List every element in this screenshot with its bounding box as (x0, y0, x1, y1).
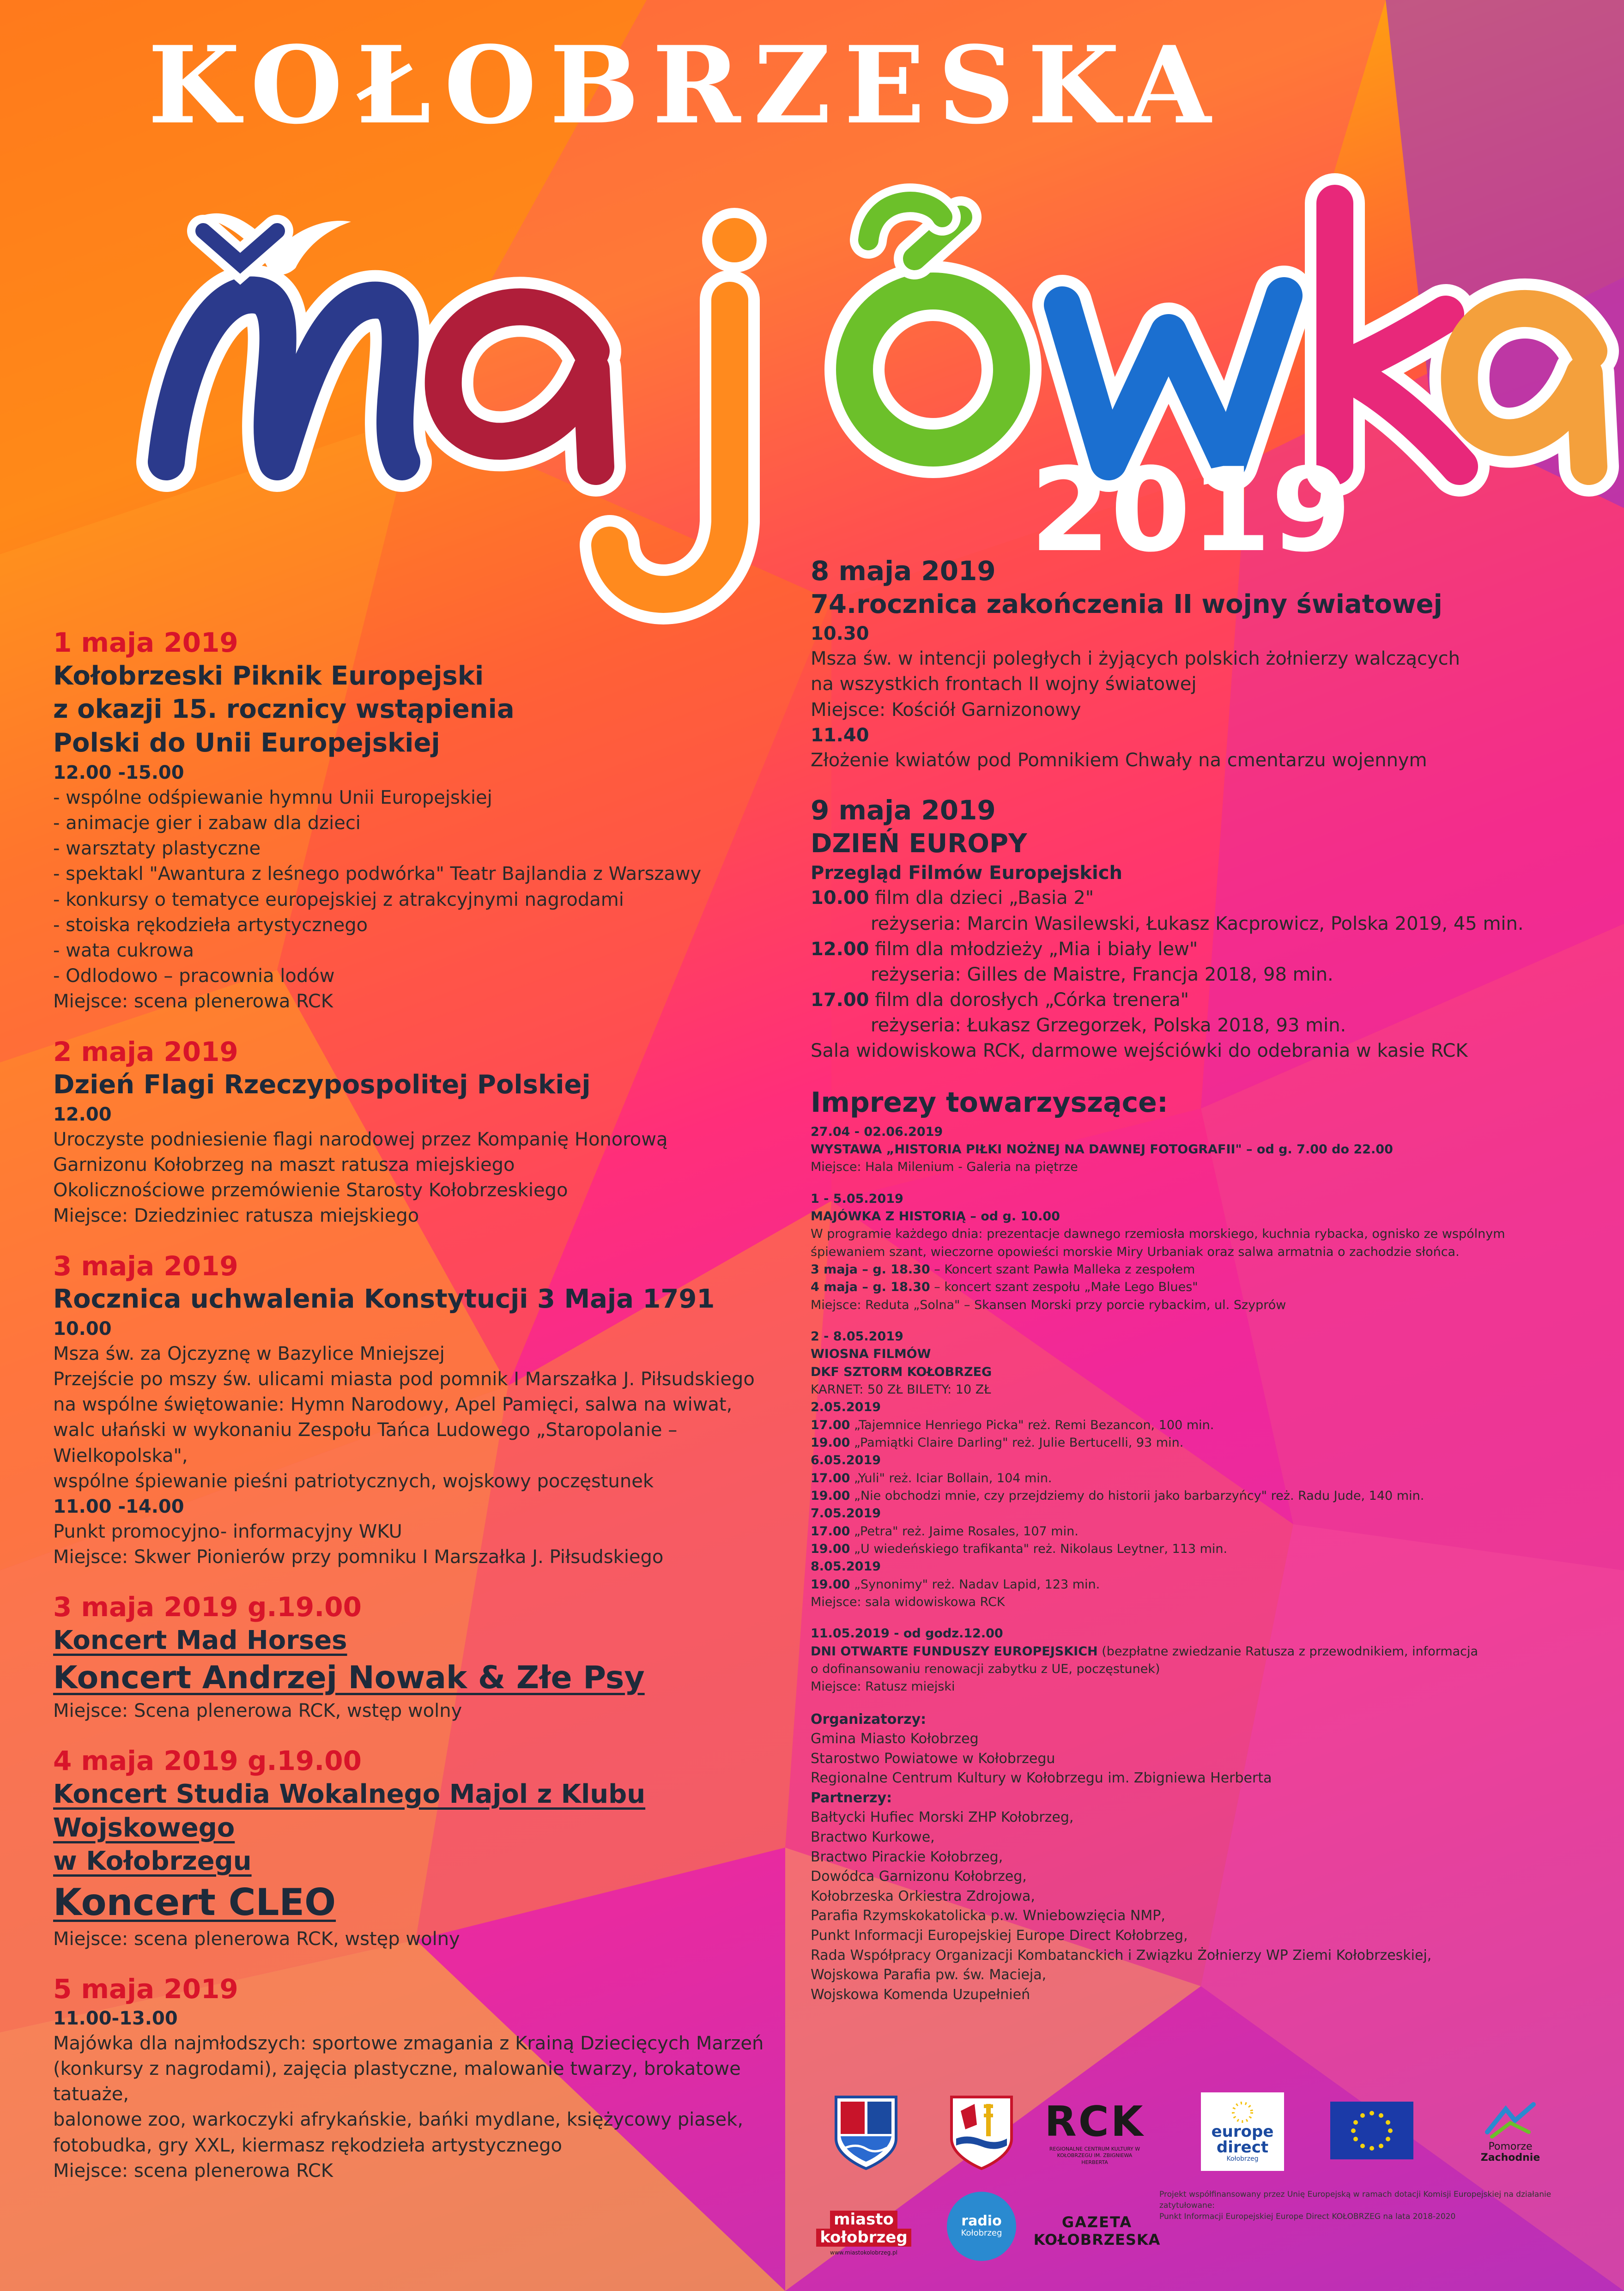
side-events-heading: Imprezy towarzyszące: (811, 1086, 1168, 1119)
event-subhead: Przegląd Filmów Europejskich (811, 862, 1122, 884)
event-line: fotobudka, gry XXL, kiermasz rękodzieła artystycznego (53, 2134, 562, 2156)
funding-note: Projekt współfinansowany przez Unię Europejską w ramach dotacji Komisji Europejskiej na działanie zatytułowane: Punkt Informacji Europejskiej Europe Direct KOŁOBRZEG na lata 2018-2020 (1159, 2190, 1551, 2221)
miasto-kolobrzeg-logo: miasto kołobrzeg www.miastokolobrzeg.pl (822, 2199, 905, 2268)
event-item: - konkursy o tematyce europejskiej z atrakcyjnymi nagrodami (53, 889, 624, 910)
concert-opener: Koncert Studia Wokalnego Majol z Klubu Wojskowego (53, 1779, 646, 1843)
event-time: 10.00 (53, 1318, 112, 1339)
event-headline: 74.rocznica zakończenia II wojny światowej (811, 589, 1442, 619)
event-headline: Polski do Unii Europejskiej (53, 728, 440, 758)
radio-kolobrzeg-logo: radio Kołobrzeg (947, 2192, 1016, 2261)
event-headline: Rocznica uchwalenia Konstytucji 3 Maja 1791 (53, 1284, 715, 1315)
event-headline: Kołobrzeski Piknik Europejski (53, 661, 484, 691)
event-date: 5 maja 2019 (53, 1973, 238, 2005)
event-time: 12.00 -15.00 (53, 762, 184, 783)
event-line: Majówka dla najmłodszych: sportowe zmagania z Krainą Dziecięcych Marzeń (53, 2032, 764, 2054)
event-item: - stoiska rękodzieła artystycznego (53, 914, 368, 936)
event-item: - animacje gier i zabaw dla dzieci (53, 812, 361, 834)
gazeta-kolobrzeska-logo: GAZETA KOŁOBRZESKA (1033, 2213, 1161, 2249)
event-date: 4 maja 2019 g.19.00 (53, 1745, 362, 1777)
event-may-3-concert (53, 1590, 811, 1724)
event-time: 12.00 (53, 1103, 112, 1125)
event-date: 9 maja 2019 (811, 794, 996, 826)
event-line: na wspólne świętowanie: Hymn Narodowy, Apel Pamięci, salwa na wiwat, (53, 1394, 733, 1416)
event-may-3 (53, 1249, 811, 1570)
event-may-4-concert (53, 1744, 811, 1952)
event-line: wspólne śpiewanie pieśni patriotycznych, wojskowy poczęstunek (53, 1470, 654, 1492)
event-line: Garnizonu Kołobrzeg na maszt ratusza miejskiego (53, 1154, 515, 1176)
title-kolobrzeska: KOŁOBRZESKA (148, 23, 1224, 148)
organizers: Organizatorzy: Gmina Miasto Kołobrzeg Starostwo Powiatowe w Kołobrzegu Regionalne Centrum Kultury w Kołobrzegu im. Zbigniewa Herberta Partnerzy: Bałtycki Hufiec Morski ZHP Kołobrzeg, Bractwo Kurkowe, Bractwo Pirackie Kołobrzeg, Dowódca Garnizonu Kołobrzeg, Kołobrzeska Orkiestra Zdrojowa, Parafia Rzymskokatolicka p.w. Wniebowzięcia NMP, Punkt Informacji Europejskiej Europe Direct Kołobrzeg, Rada Współpracy Organizacji Kombatanckich i Związku Żołnierzy WP Ziemi Kołobrzeskiej, Wojskowa Parafia pw. św. Macieja, Wojskowa Komenda Uzupełnień (811, 1711, 1432, 2003)
event-place: Miejsce: Dziedziniec ratusza miejskiego (53, 1205, 419, 1227)
eu-stars-icon (1229, 2101, 1256, 2124)
event-time: 11.40 (811, 724, 869, 746)
title-year: 2019 (1030, 443, 1351, 577)
film-credits: reżyseria: Gilles de Maistre, Francja 2018, 98 min. (871, 964, 1333, 985)
event-place: Miejsce: Skwer Pionierów przy pomniku I Marszałka J. Piłsudskiego (53, 1546, 664, 1568)
event-item: - spektakl "Awantura z leśnego podwórka" Teatr Bajlandia z Warszawy (53, 863, 702, 885)
event-may-9 (811, 794, 1596, 1064)
event-line: walc ułański w wykonaniu Zespołu Tańca Ludowego „Staropolanie – Wielkopolska", (53, 1419, 678, 1467)
event-date: 1 maja 2019 (53, 627, 238, 658)
event-place: Miejsce: scena plenerowa RCK (53, 991, 333, 1012)
event-date: 3 maja 2019 g.19.00 (53, 1591, 362, 1623)
event-place: Miejsce: Scena plenerowa RCK, wstęp wolny (53, 1700, 462, 1722)
side-event-films: 2 - 8.05.2019 WIOSNA FILMÓW DKF SZTORM KOŁOBRZEG KARNET: 50 ZŁ BILETY: 10 ZŁ 2.05.2019 17.00 „Tajemnice Henriego Picka" reż. Remi Bezancon, 100 min. 19.00 „Pamiątki Claire Darling" reż. Julie Bertucelli, 93 min. 6.05.2019 17.00 „Yuli" reż. Iciar Bollain, 104 min. 19.00 „Nie obchodzi mnie, czy przejdziemy do historii jako barbarzyńcy" reż. Radu Jude, 140 min. 7.05.2019 17.00 „Petra" reż. Jaime Rosales, 107 min. 19.00 „U wiedeńskiego trafikanta" reż. Nikolaus Leytner, 113 min. 8.05.2019 19.00 „Synonimy" reż. Nadav Lapid, 123 min. Miejsce: sala widowiskowa RCK (811, 1329, 1424, 1609)
concert-main: Koncert Andrzej Nowak & Złe Psy (53, 1659, 645, 1696)
pomorze-mark-icon (1483, 2100, 1538, 2141)
event-place: Miejsce: scena plenerowa RCK, wstęp wolny (53, 1928, 460, 1950)
city-coat-of-arms-icon (947, 2092, 1016, 2171)
film-entry: 12.00 film dla młodzieży „Mia i biały lew" (811, 938, 1198, 960)
event-may-2 (53, 1035, 811, 1229)
right-column (811, 554, 1596, 2005)
event-time: 11.00-13.00 (53, 2007, 178, 2029)
pomorze-zachodnie-logo: Pomorze Zachodnie (1460, 2088, 1561, 2176)
event-item: - wspólne odśpiewanie hymnu Unii Europejskiej (53, 787, 492, 808)
event-headline: z okazji 15. rocznicy wstąpienia (53, 694, 515, 725)
side-event-history: 1 - 5.05.2019 MAJÓWKA Z HISTORIĄ – od g. 10.00 W programie każdego dnia: prezentacje dawnego rzemiosła morskiego, kuchnia rybacka, ognisko ze wspólnym śpiewaniem szant, wieczorne opowieści morskie Miry Urbaniak oraz salwa armatnia o zachodzie słońca. 3 maja – g. 18.30 – Koncert szant Pawła Malleka z zespołem 4 maja – g. 18.30 – koncert szant zespołu „Małe Lego Blues" Miejsce: Reduta „Solna" – Skansen Morski przy porcie rybackim, ul. Szyprów (811, 1191, 1505, 1312)
event-item: - wata cukrowa (53, 940, 194, 962)
event-line: Msza św. za Ojczyznę w Bazylice Mniejszej (53, 1343, 445, 1364)
rck-logo: RCK REGIONALNE CENTRUM KULTURY W KOŁOBRZEGU IM. ZBIGNIEWA HERBERTA (1044, 2097, 1145, 2165)
powiat-coat-of-arms-icon (831, 2092, 901, 2171)
side-event-open-days: 11.05.2019 - od godz.12.00 DNI OTWARTE FUNDUSZY EUROPEJSKICH (bezpłatne zwiedzanie Ratusza z przewodnikiem, informacja o dofinansowaniu renowacji zabytku z UE, poczęstunek) Miejsce: Ratusz miejski (811, 1626, 1479, 1694)
left-column (53, 626, 811, 2204)
film-credits: reżyseria: Marcin Wasilewski, Łukasz Kacprowicz, Polska 2019, 45 min. (871, 913, 1524, 934)
event-time: 11.00 -14.00 (53, 1496, 184, 1518)
letter-j (610, 300, 730, 594)
event-line: Msza św. w intencji poległych i żyjących polskich żołnierzy walczących (811, 648, 1460, 670)
event-may-5 (53, 1972, 811, 2184)
event-line: Okolicznościowe przemówienie Starosty Kołobrzeskiego (53, 1180, 568, 1201)
event-line: Złożenie kwiatów pod Pomnikiem Chwały na cmentarzu wojennym (811, 749, 1427, 771)
event-may-8 (811, 554, 1596, 773)
event-line: (konkursy z nagrodami), zajęcia plastyczne, malowanie twarzy, brokatowe tatuaże, (53, 2058, 741, 2105)
event-item: - Odlodowo – pracownia lodów (53, 965, 335, 987)
event-date: 3 maja 2019 (53, 1250, 238, 1282)
event-line: na wszystkich frontach II wojny światowej (811, 673, 1197, 695)
concert-main: Koncert CLEO (53, 1881, 336, 1924)
film-credits: reżyseria: Łukasz Grzegorzek, Polska 2018, 93 min. (871, 1015, 1346, 1036)
event-headline: Dzień Flagi Rzeczypospolitej Polskiej (53, 1070, 591, 1100)
event-item: - warsztaty plastyczne (53, 838, 261, 860)
film-entry: 10.00 film dla dzieci „Basia 2" (811, 887, 1094, 909)
event-date: 8 maja 2019 (811, 555, 996, 587)
event-place: Miejsce: Kościół Garnizonowy (811, 699, 1081, 721)
event-place: Sala widowiskowa RCK, darmowe wejściówki do odebrania w kasie RCK (811, 1040, 1468, 1062)
event-line: Uroczyste podniesienie flagi narodowej przez Kompanię Honorową (53, 1128, 668, 1150)
event-line: balonowe zoo, warkoczyki afrykańskie, bańki mydlane, księżycowy piasek, (53, 2109, 744, 2131)
event-line: Przejście po mszy św. ulicami miasta pod pomnik I Marszałka J. Piłsudskiego (53, 1369, 755, 1390)
concert-opener: w Kołobrzegu (53, 1846, 252, 1877)
side-event-exhibition: 27.04 - 02.06.2019 WYSTAWA „HISTORIA PIŁKI NOŻNEJ NA DAWNEJ FOTOGRAFII" – od g. 7.00 do 22.00 Miejsce: Hala Milenium - Galeria na piętrze (811, 1124, 1393, 1175)
event-headline: DZIEŃ EUROPY (811, 828, 1027, 859)
europe-direct-logo: europe direct Kołobrzeg (1201, 2092, 1284, 2171)
eu-flag-icon (1330, 2102, 1413, 2159)
event-time: 10.30 (811, 623, 869, 645)
event-date: 2 maja 2019 (53, 1036, 238, 1067)
event-may-1 (53, 626, 811, 1015)
event-place: Miejsce: scena plenerowa RCK (53, 2160, 333, 2182)
film-entry: 17.00 film dla dorosłych „Córka trenera" (811, 989, 1189, 1011)
event-line: Punkt promocyjno- informacyjny WKU (53, 1521, 402, 1543)
side-events (811, 1085, 1596, 2005)
concert-opener: Koncert Mad Horses (53, 1625, 347, 1655)
